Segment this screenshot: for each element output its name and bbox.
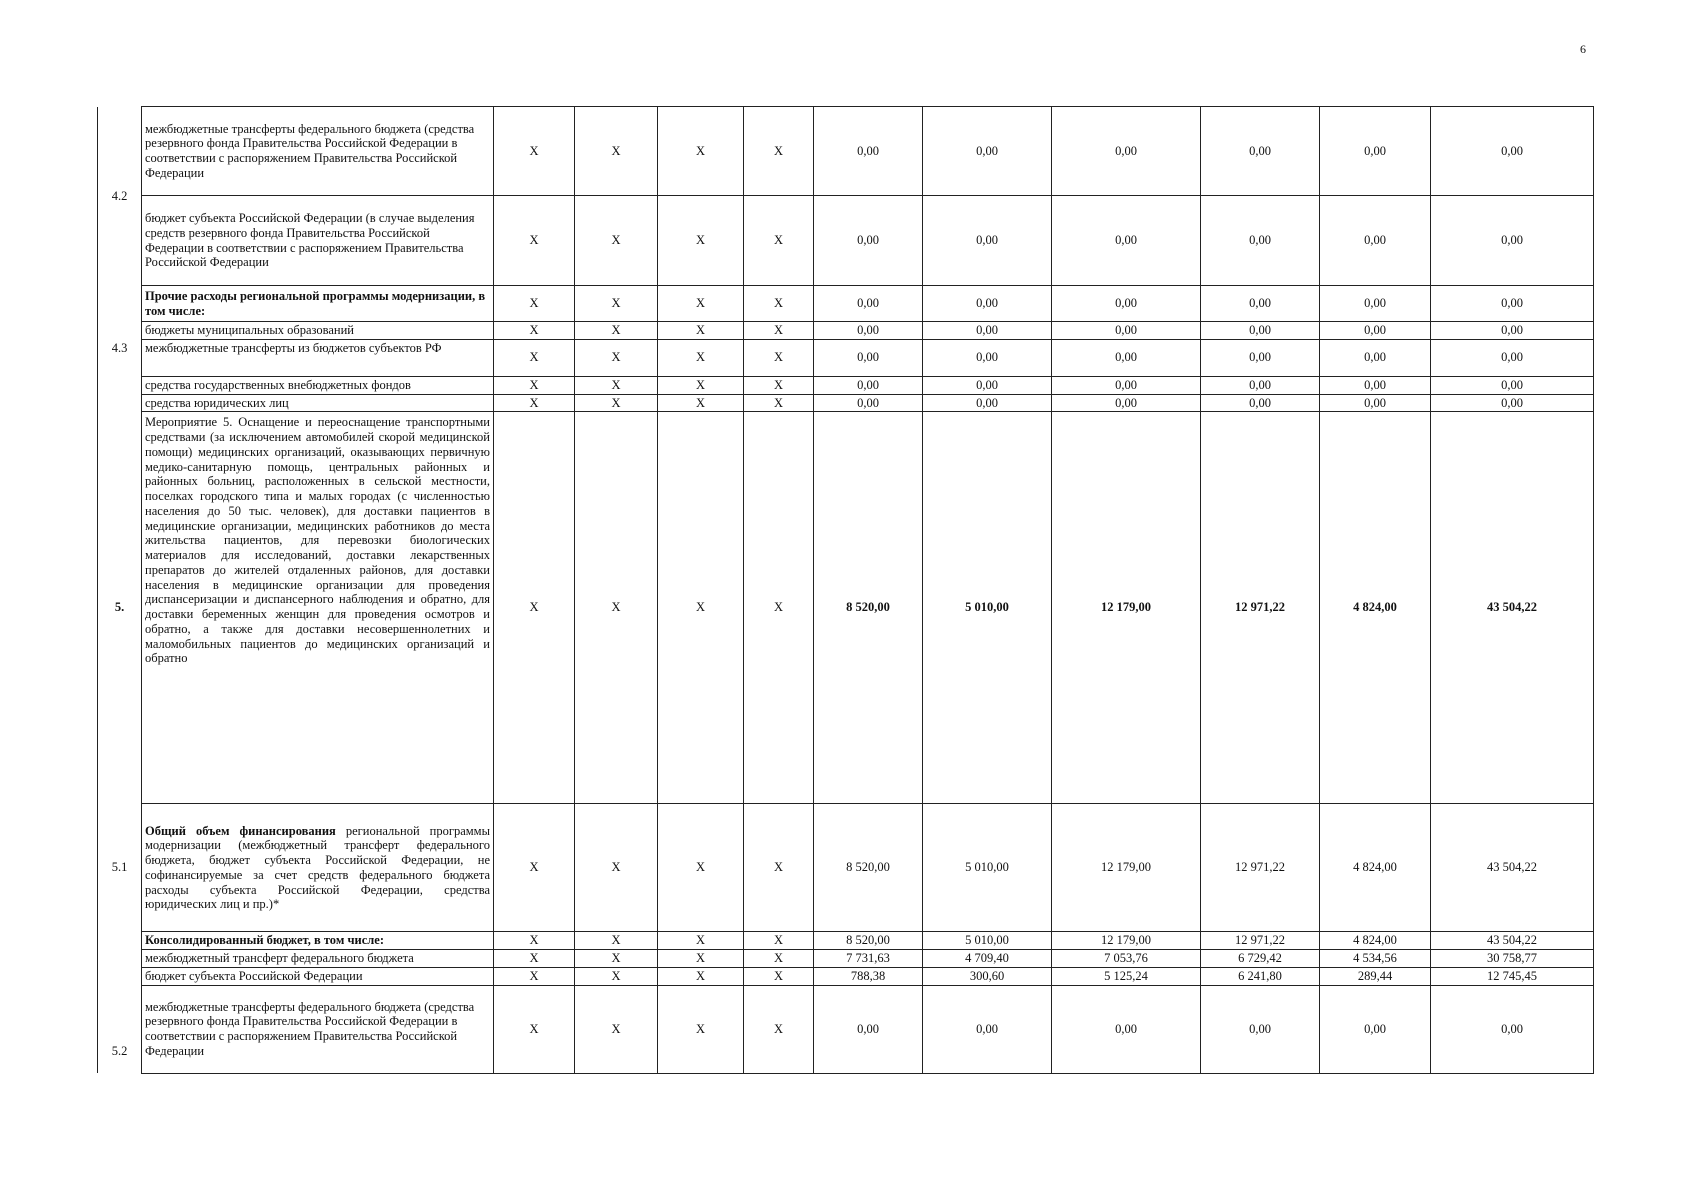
x-cell: X [744, 286, 814, 322]
value-cell: 12 179,00 [1052, 932, 1201, 950]
x-cell: X [658, 339, 744, 376]
value-cell: 0,00 [1201, 322, 1320, 340]
value-cell: 4 534,56 [1320, 950, 1431, 968]
value-cell: 4 824,00 [1320, 412, 1431, 804]
value-cell: 0,00 [1052, 196, 1201, 286]
page-number: 6 [1580, 42, 1586, 56]
x-cell: X [658, 196, 744, 286]
value-cell: 0,00 [814, 322, 923, 340]
value-cell: 6 729,42 [1201, 950, 1320, 968]
x-cell: X [744, 985, 814, 1073]
x-cell: X [744, 932, 814, 950]
value-cell: 0,00 [1201, 286, 1320, 322]
value-cell: 0,00 [1320, 322, 1431, 340]
row-name [142, 804, 494, 932]
x-cell: X [494, 967, 575, 985]
value-cell: 0,00 [923, 339, 1052, 376]
row-name: Консолидированный бюджет, в том числе: [142, 932, 494, 950]
value-cell: 0,00 [1431, 985, 1594, 1073]
value-cell: 0,00 [1052, 985, 1201, 1073]
table-row [98, 985, 1594, 1073]
table-row [98, 286, 1594, 322]
table-row [98, 950, 1594, 968]
x-cell: X [575, 322, 658, 340]
value-cell: 0,00 [1320, 394, 1431, 412]
value-cell: 0,00 [1431, 107, 1594, 196]
x-cell: X [575, 196, 658, 286]
value-cell: 8 520,00 [814, 804, 923, 932]
row-name: бюджет субъекта Российской Федерации [142, 967, 494, 985]
x-cell: X [744, 967, 814, 985]
value-cell: 30 758,77 [1431, 950, 1594, 968]
value-cell: 4 709,40 [923, 950, 1052, 968]
row-name: межбюджетный трансферт федерального бюджета [142, 950, 494, 968]
x-cell: X [658, 967, 744, 985]
value-cell: 5 010,00 [923, 412, 1052, 804]
x-cell: X [494, 322, 575, 340]
table-row [98, 339, 1594, 376]
value-cell: 5 010,00 [923, 804, 1052, 932]
value-cell: 0,00 [1431, 286, 1594, 322]
x-cell: X [575, 412, 658, 804]
row-number: 4.3 [98, 286, 142, 412]
value-cell: 12 971,22 [1201, 804, 1320, 932]
row-name: средства юридических лиц [142, 394, 494, 412]
row-name: межбюджетные трансферты из бюджетов субъектов РФ [142, 339, 494, 376]
value-cell: 0,00 [814, 339, 923, 376]
value-cell: 0,00 [1201, 339, 1320, 376]
row-name: бюджет субъекта Российской Федерации (в случае выделения средств резервного фонда Правительства Российской Федерации в соответствии с распоряжением Правительства Российской Федерации [142, 196, 494, 286]
value-cell: 7 053,76 [1052, 950, 1201, 968]
value-cell: 0,00 [1320, 339, 1431, 376]
value-cell: 12 745,45 [1431, 967, 1594, 985]
value-cell: 0,00 [923, 196, 1052, 286]
x-cell: X [494, 196, 575, 286]
value-cell: 0,00 [1431, 322, 1594, 340]
value-cell: 43 504,22 [1431, 804, 1594, 932]
table-row [98, 322, 1594, 340]
value-cell: 0,00 [814, 985, 923, 1073]
value-cell: 0,00 [814, 286, 923, 322]
x-cell: X [494, 339, 575, 376]
value-cell: 43 504,22 [1431, 932, 1594, 950]
x-cell: X [494, 932, 575, 950]
value-cell: 0,00 [923, 394, 1052, 412]
value-cell: 0,00 [814, 196, 923, 286]
value-cell: 4 824,00 [1320, 932, 1431, 950]
value-cell: 0,00 [1320, 376, 1431, 394]
value-cell: 0,00 [1052, 286, 1201, 322]
x-cell: X [658, 322, 744, 340]
x-cell: X [575, 950, 658, 968]
value-cell: 0,00 [1201, 394, 1320, 412]
x-cell: X [575, 286, 658, 322]
x-cell: X [744, 196, 814, 286]
row-name: Прочие расходы региональной программы модернизации, в том числе: [142, 286, 494, 322]
table-row [98, 932, 1594, 950]
value-cell: 0,00 [814, 394, 923, 412]
x-cell: X [494, 107, 575, 196]
table-row [98, 107, 1594, 196]
table-row [98, 804, 1594, 932]
value-cell: 0,00 [1201, 107, 1320, 196]
table-row [98, 394, 1594, 412]
value-cell: 0,00 [923, 376, 1052, 394]
x-cell: X [494, 804, 575, 932]
value-cell: 0,00 [1201, 196, 1320, 286]
table-row [98, 376, 1594, 394]
value-cell: 12 179,00 [1052, 412, 1201, 804]
x-cell: X [575, 376, 658, 394]
x-cell: X [744, 412, 814, 804]
x-cell: X [658, 985, 744, 1073]
table-row [98, 196, 1594, 286]
row-name: Мероприятие 5. Оснащение и переоснащение транспортными средствами (за исключением автомобилей скорой медицинской помощи) медицинских организаций, оказывающих первичную медико-санитарную помощь, центральных районных и районных больниц, расположенных в сельской местности, поселках городского типа и малых городах (с численностью населения до 50 тыс. человек), для доставки пациентов в медицинские организации, медицинских работников до места жительства пациентов, для перевозки биологических материалов для исследований, доставки лекарственных препаратов до жителей отдаленных районов, для доставки населения в медицинские организации для проведения диспансеризации и диспансерного наблюдения и обратно, для доставки беременных женщин для проведения осмотров и обратно, а также для доставки несовершеннолетних и маломобильных пациентов до медицинских организаций и обратно [142, 412, 494, 804]
value-cell: 8 520,00 [814, 932, 923, 950]
value-cell: 0,00 [1431, 376, 1594, 394]
value-cell: 0,00 [1431, 196, 1594, 286]
value-cell: 4 824,00 [1320, 804, 1431, 932]
row-name: межбюджетные трансферты федерального бюджета (средства резервного фонда Правительства Российской Федерации в соответствии с распоряжением Правительства Российской Федерации [142, 985, 494, 1073]
x-cell: X [575, 985, 658, 1073]
value-cell: 8 520,00 [814, 412, 923, 804]
value-cell: 12 971,22 [1201, 932, 1320, 950]
value-cell: 12 179,00 [1052, 804, 1201, 932]
row-name-bold: Общий объем финансирования [145, 823, 336, 838]
value-cell: 12 971,22 [1201, 412, 1320, 804]
row-number: 4.2 [98, 107, 142, 286]
x-cell: X [744, 950, 814, 968]
table-row [98, 412, 1594, 804]
x-cell: X [658, 376, 744, 394]
financing-table [97, 106, 1594, 1074]
value-cell: 0,00 [923, 985, 1052, 1073]
value-cell: 0,00 [814, 376, 923, 394]
x-cell: X [494, 412, 575, 804]
value-cell: 7 731,63 [814, 950, 923, 968]
value-cell: 0,00 [923, 107, 1052, 196]
x-cell: X [744, 322, 814, 340]
row-name-rest: региональной программы модернизации (межбюджетный трансферт федерального бюджета, бюджет субъекта Российской Федерации, не софинансируемые за счет средств федерального бюджета расходы субъекта Российской Федерации, средства юридических лиц и пр.)* [145, 823, 490, 912]
row-number: 5.1 [98, 804, 142, 932]
value-cell: 0,00 [1320, 985, 1431, 1073]
x-cell: X [575, 932, 658, 950]
x-cell: X [658, 932, 744, 950]
value-cell: 788,38 [814, 967, 923, 985]
x-cell: X [744, 339, 814, 376]
x-cell: X [494, 286, 575, 322]
value-cell: 0,00 [1052, 339, 1201, 376]
x-cell: X [744, 376, 814, 394]
value-cell: 0,00 [1201, 376, 1320, 394]
x-cell: X [658, 412, 744, 804]
value-cell: 0,00 [923, 286, 1052, 322]
x-cell: X [575, 107, 658, 196]
value-cell: 0,00 [1431, 339, 1594, 376]
x-cell: X [575, 394, 658, 412]
row-number: 5. [98, 412, 142, 804]
x-cell: X [658, 804, 744, 932]
value-cell: 0,00 [1052, 322, 1201, 340]
value-cell: 0,00 [1431, 394, 1594, 412]
value-cell: 300,60 [923, 967, 1052, 985]
value-cell: 6 241,80 [1201, 967, 1320, 985]
x-cell: X [575, 804, 658, 932]
x-cell: X [744, 394, 814, 412]
x-cell: X [658, 394, 744, 412]
value-cell: 0,00 [1320, 286, 1431, 322]
x-cell: X [744, 804, 814, 932]
row-name: межбюджетные трансферты федерального бюджета (средства резервного фонда Правительства Российской Федерации в соответствии с распоряжением Правительства Российской Федерации [142, 107, 494, 196]
value-cell: 289,44 [1320, 967, 1431, 985]
x-cell: X [575, 339, 658, 376]
row-number: 5.2 [98, 932, 142, 1073]
x-cell: X [494, 376, 575, 394]
table-row [98, 967, 1594, 985]
row-name: бюджеты муниципальных образований [142, 322, 494, 340]
x-cell: X [575, 967, 658, 985]
value-cell: 0,00 [1052, 376, 1201, 394]
x-cell: X [658, 107, 744, 196]
x-cell: X [494, 985, 575, 1073]
value-cell: 0,00 [923, 322, 1052, 340]
value-cell: 0,00 [1201, 985, 1320, 1073]
x-cell: X [494, 950, 575, 968]
value-cell: 0,00 [1320, 107, 1431, 196]
x-cell: X [658, 950, 744, 968]
value-cell: 0,00 [1052, 394, 1201, 412]
value-cell: 5 125,24 [1052, 967, 1201, 985]
value-cell: 0,00 [814, 107, 923, 196]
value-cell: 0,00 [1052, 107, 1201, 196]
value-cell: 43 504,22 [1431, 412, 1594, 804]
x-cell: X [658, 286, 744, 322]
x-cell: X [744, 107, 814, 196]
row-name: средства государственных внебюджетных фондов [142, 376, 494, 394]
value-cell: 5 010,00 [923, 932, 1052, 950]
x-cell: X [494, 394, 575, 412]
value-cell: 0,00 [1320, 196, 1431, 286]
